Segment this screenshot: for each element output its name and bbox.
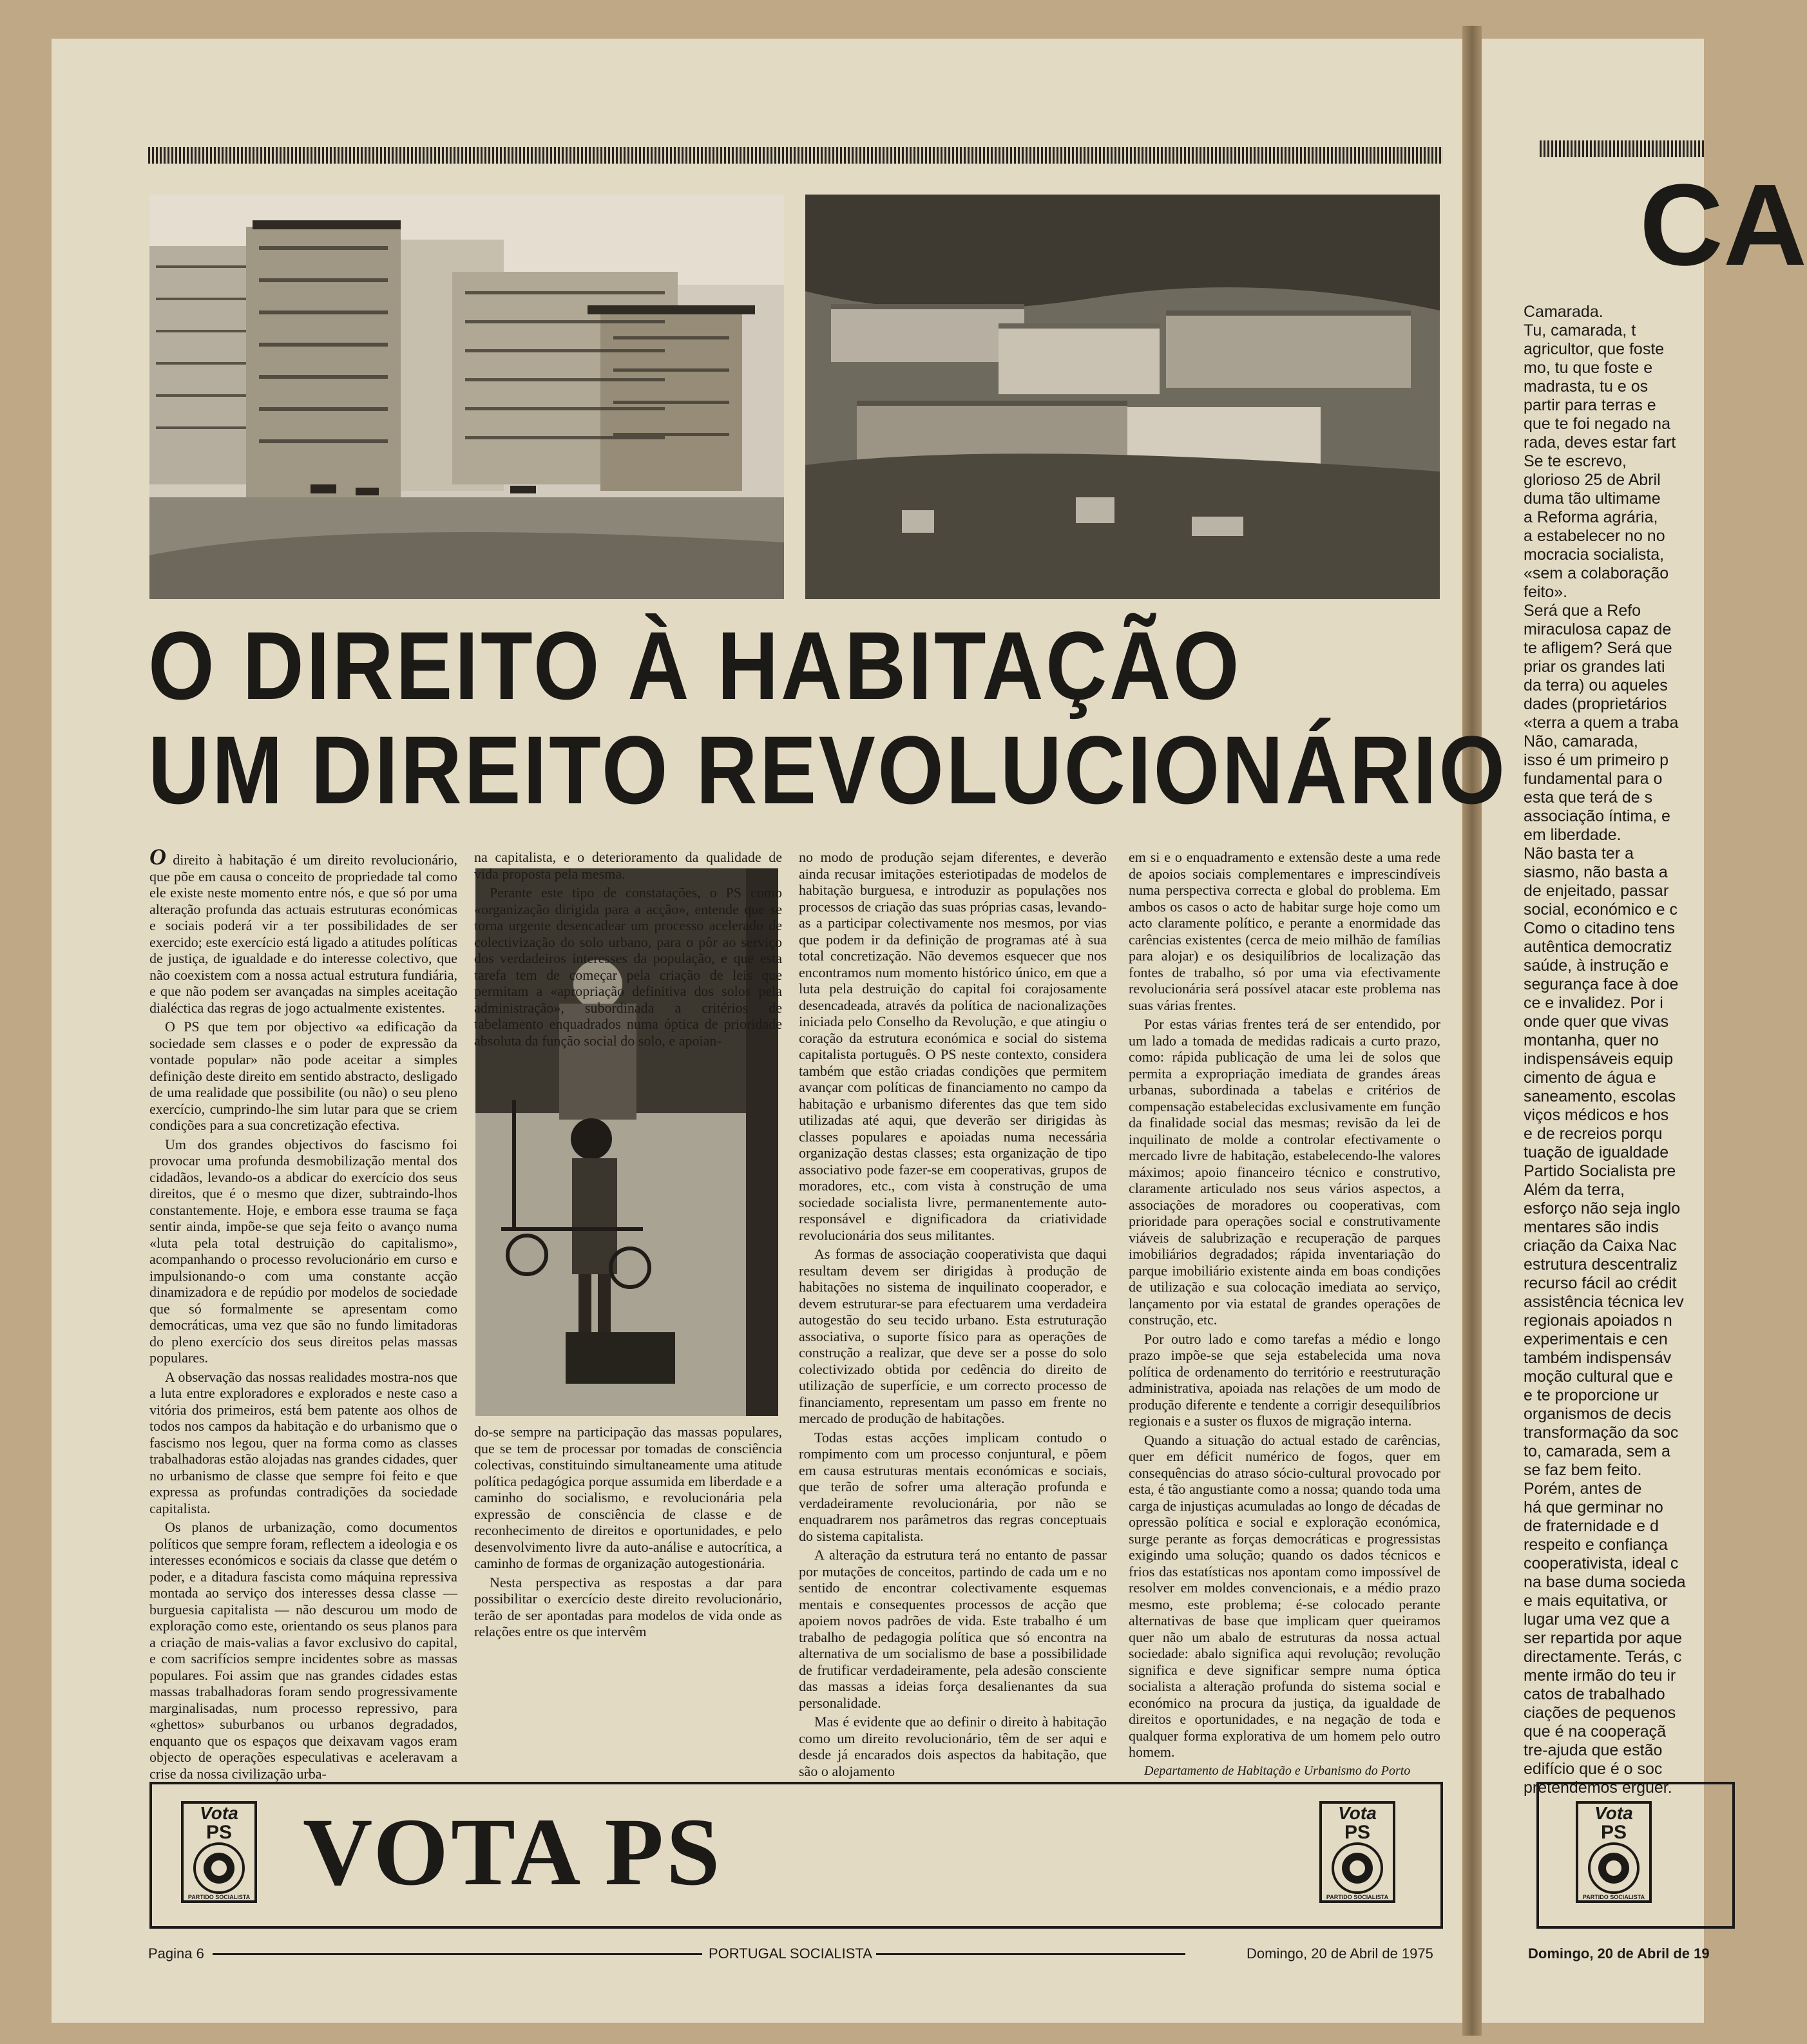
paragraph: na capitalista, e o deterioramento da qualidade de vida proposta pela mesma. [474, 849, 782, 882]
logo-vota-label: Vota [200, 1803, 238, 1823]
right-issue-date: Domingo, 20 de Abril de 19 [1528, 1945, 1710, 1962]
paragraph: A observação das nossas realidades mostra-nos que a luta entre exploradores e explorados e neste caso a vitória dos primeiros, está bem patente aos olhos de todos nos campos da habitação e do urbanismo que o fascismo nos legou, quer na forma como as classes trabalhadoras estão alojadas nas grandes cidades, quer no urbanismo de classe que sempre foi feito e que expressa as profundas contradições da sociedade capitalista. [149, 1368, 457, 1516]
right-page-line: em liberdade. [1524, 826, 1621, 844]
right-page-line: social, económico e c [1524, 901, 1678, 919]
right-page-line: a Reforma agrária, [1524, 508, 1658, 526]
right-page-line: regionais apoiados n [1524, 1312, 1672, 1330]
right-page-line: que é na cooperaçã [1524, 1723, 1667, 1741]
paragraph: do-se sempre na participação das massas populares, que se tem de processar por tomadas de consciência colectivas, constituindo simultaneamente uma atitude política pedagógica porque assumida em liberdade e a caminho do socialismo, e revolucionária pela expressão de consciência de classe e de reconhecimento de direitos e oportunidades, e pelo desenvolvimento livre da auto-análise e autocrítica, a caminho de formas de organização autogestionária. [474, 1424, 782, 1571]
page-gutter [1462, 26, 1482, 2036]
right-page-line: ser repartida por aque [1524, 1629, 1682, 1647]
paragraph: direito à habitação é um direito revolucionário, que põe em causa o conceito de propriedade tal como ele existe neste momento entre nós, e que só por uma alteração profunda das actuais estruturas económicas e sociais poderá vir a ter possibilidades de ser exercido; este exercício está ligado a atitudes políticas de justiça, de igualdade e do interesse colectivo, que não coexistem com a nossa actual estrutura fundiária, e que não podem ser avançadas na simples aceitação dialéctica das regras de jogo actualmente existentes. [149, 852, 457, 1016]
right-page-line: «terra a quem a traba [1524, 714, 1679, 732]
photo-housing-blocks [149, 195, 784, 599]
right-page-line: saúde, à instrução e [1524, 957, 1669, 975]
right-page-line: tuação de igualdade [1524, 1143, 1669, 1161]
right-page-line: criação da Caixa Nac [1524, 1237, 1677, 1255]
logo-ring-label: PARTIDO SOCIALISTA [187, 1894, 251, 1900]
right-page-line: mentares são indis [1524, 1218, 1659, 1236]
logo-ps-label: PS [1344, 1822, 1371, 1843]
paragraph: Quando a situação do actual estado de carências, quer em déficit numérico de fogos, quer em consequências do atraso sócio-cultural provocado por esta, é tão angustiante como a nossa; quando toda uma carga de injustiças acumuladas ao longo de décadas de opressão política e social e exploração económica, surge perante as forças democráticas e progressistas exigindo uma solução; quando os dados técnicos e frios das estatísticas nos apontam como impossível de resolver em moldes convencionais, e a médio prazo mesmo, este problema; é-se colocado perante alternativas de base que implicam quer queiramos quer não um abalo de estruturas da nossa actual sociedade: abalo significa aqui revolução; revolução significa e deve significar sempre numa óptica socialista a alteração profunda do sistema social e económico na procura da justiça, da igualdade de direitos e oportunidades, e na negação de toda e qualquer forma explorativa de um homem pelo outro homem. [1129, 1431, 1440, 1760]
top-rule [148, 147, 1443, 164]
paragraph: Um dos grandes objectivos do fascismo foi provocar uma profunda desmobilização mental dos cidadãos, levando-os a abdicar do exercício dos seus direitos, que é o mesmo que dizer, subtraindo-lhos constantemente. Hoje, e embora esse trauma se faça sentir ainda, impõe-se que seja feito o avanço numa «luta pela total destruição do capitalismo», acompanhando o processo revolucionário em curso e impulsionando-o com uma constante acção dinamizadora e de repúdio por modelos de sociedade que só formalmente se apresentam como democráticas, uma vez que são no fundo limitadoras do pleno exercício dos seus direitos pelas massas populares. [149, 1136, 457, 1366]
logo-vota-label: Vota [1594, 1803, 1633, 1823]
right-page-line: esta que terá de s [1524, 788, 1653, 807]
logo-ps-label: PS [1600, 1822, 1627, 1843]
right-page-line: ce e invalidez. Por i [1524, 994, 1663, 1012]
right-page-line: transformação da soc [1524, 1424, 1679, 1442]
right-page-line: duma tão ultimame [1524, 490, 1661, 508]
article-column-3 [799, 849, 1107, 1779]
right-page-line: respeito e confiança [1524, 1536, 1668, 1554]
right-page-line: mocracia socialista, [1524, 546, 1665, 564]
right-page-line: saneamento, escolas [1524, 1087, 1676, 1105]
right-page-line: fundamental para o [1524, 770, 1663, 788]
right-page-line: te afligem? Será que [1524, 639, 1672, 657]
right-page-line: edifício que é o soc [1524, 1760, 1663, 1778]
paragraph: Por outro lado e como tarefas a médio e longo prazo impõe-se que seja estabelecida uma nova política de ordenamento do território e reestruturação administrativa, apoiada nas relações de um modo de produção diferente e tendente a corrigir desequilíbrios regionais e a suster os fluxos de migração interna. [1129, 1330, 1440, 1429]
paragraph: As formas de associação cooperativista que daqui resultam devem ser dirigidas à produção de habitações no sistema de inquilinato cooperador, e devem estruturar-se para efectuarem uma verdadeira autogestão do seu tecido urbano. Esta estruturação associativa, o suporte físico para as operações de construção a realizar, que deve ser a posse do solo colectivizado obtida por cedência do direito de utilização de superfície, e um correcto processo de financiamento, representam um passo em frente no mercado de produção de habitações. [799, 1246, 1107, 1426]
right-page-line: ciações de pequenos [1524, 1704, 1676, 1722]
right-page-line: Camarada. [1524, 303, 1603, 321]
right-page-line: na base duma socieda [1524, 1573, 1686, 1591]
right-page-line: e te proporcione ur [1524, 1386, 1659, 1404]
right-page-line: siasmo, não basta a [1524, 863, 1668, 881]
right-page-line: montanha, quer no [1524, 1031, 1659, 1049]
ps-logo-icon [177, 1797, 261, 1910]
right-page-line: Como o citadino tens [1524, 919, 1675, 937]
right-page-line: assistência técnica lev [1524, 1293, 1684, 1311]
top-rule-right [1540, 140, 1704, 157]
right-page-line: catos de trabalhado [1524, 1685, 1665, 1703]
right-page-line: cooperativista, ideal c [1524, 1554, 1679, 1572]
right-page-line: da terra) ou aqueles [1524, 676, 1668, 694]
article-column-4 [1129, 849, 1440, 1778]
right-page-line: mo, tu que foste e [1524, 359, 1653, 377]
right-page-line: Será que a Refo [1524, 602, 1641, 620]
issue-date: Domingo, 20 de Abril de 1975 [1247, 1945, 1433, 1962]
paragraph: Perante este tipo de constatações, o PS como «organização dirigida para a acção», entende que se torna urgente desencadear um processo acelerado de colectivização do solo urbano, para o pôr ao serviço dos verdadeiros interesses da população, e que esta tarefa tem de começar pela criação de leis que permitam a «apropriação definitiva dos solos pela administração», subordinada a critérios de tabelamento enquadrados numa óptica de prioridade absoluta da função social do solo, e apoian- [474, 884, 782, 1049]
right-page-line: partir para terras e [1524, 396, 1656, 414]
right-page-line: organismos de decis [1524, 1405, 1672, 1423]
right-page-line: de fraternidade e d [1524, 1517, 1659, 1535]
right-page-line: tre-ajuda que estão [1524, 1741, 1663, 1759]
right-page-line: estrutura descentraliz [1524, 1256, 1678, 1274]
logo-vota-label: Vota [1338, 1803, 1377, 1823]
right-page-line: se faz bem feito. [1524, 1461, 1642, 1479]
right-page-line: agricultor, que foste [1524, 340, 1665, 358]
paragraph: em si e o enquadramento e extensão deste a uma rede de apoios sociais complementares e imprescindíveis numa perspectiva correcta e global do problema. Em ambos os casos o acto de habitar surge hoje como um acto claramente político, e perante a enormidade das carências existentes (cerca de meio milhão de famílias para alojar) e os desiquilíbrios de localização das fontes de trabalho, só por uma via efectivamente revolucionária será possível atacar este problema nas suas várias frentes. [1129, 849, 1440, 1013]
paragraph: O PS que tem por objectivo «a edificação da sociedade sem classes e o poder de expressão da vontade popular» não pode aceitar a simples definição deste direito em sentido abstracto, desligado de uma realidade que possibilite (ou não) o seu pleno exercício, cumprindo-lhe sim lutar para que se criem condições para a sua concretização efectiva. [149, 1018, 457, 1133]
right-page-line: e mais equitativa, or [1524, 1592, 1668, 1610]
right-page-line: recurso fácil ao crédit [1524, 1274, 1677, 1292]
dropcap: O [149, 844, 166, 870]
right-page-line: Além da terra, [1524, 1181, 1625, 1199]
right-page-line: Porém, antes de [1524, 1480, 1642, 1498]
right-page-title: CA [1640, 160, 1807, 290]
right-page-line: mente irmão do teu ir [1524, 1667, 1676, 1685]
right-page-line: há que germinar no [1524, 1498, 1663, 1516]
article-column-2-bottom [474, 1424, 782, 1767]
right-page-line: Tu, camarada, t [1524, 321, 1636, 339]
paragraph: Por estas várias frentes terá de ser entendido, por um lado a tomada de medidas radicais a curto prazo, como: rápida publicação de uma lei de solos que permita a expropriação imediata de grandes áreas urbanas, subordinada a tabelas e critérios de compensação estabelecidas exclusivamente em função da finalidade social das mesmas; revisão da lei de inquilinato de molde a controlar efectivamente o mercado livre de habitação, estabelecendo-lhe valores máximos; apoio financeiro técnico e construtivo, claramente articulado nos seus vários aspectos, a associações de moradores ou cooperativas, com prioridade para operações social e construtivamente viáveis de salubrização e recuperação de parques imobiliários degradados; rápida inventariação do parque imobiliário existente ainda em boas condições de utilização e sua colocação imediata ao serviço, lançamento por via estatal de grandes operações de construção, etc. [1129, 1016, 1440, 1328]
right-page-line: moção cultural que e [1524, 1368, 1674, 1386]
paragraph: Os planos de urbanização, como documentos políticos que sempre foram, reflectem a ideologia e os interesses económicos e sociais da classe que detém o poder, e a ditadura fascista como máquina repressiva montada ao serviço dos interesses dessa classe — burguesia capitalista — não descurou um modo de exploração como este, orientando os seus planos para a criação de mais-valias a favor exclusivo do capital, e com sacrifícios sempre incidentes sobre as massas populares. Foi assim que nas grandes cidades estas massas trabalhadoras foram sendo progressivamente marginalisadas, num processo repressivo, para «ghettos» suburbanos ou urbanos degradados, enquanto que os espaços que deixavam vagos eram objecto de operações especulativas e aceleravam a crise da nossa civilização urba- [149, 1519, 457, 1782]
paragraph: Nesta perspectiva as respostas a dar para possibilitar o exercício deste direito revolucionário, terão de ser apontadas para modelos de vida onde as relações entre os que intervêm [474, 1574, 782, 1639]
right-page-line: onde quer que vivas [1524, 1013, 1669, 1031]
right-page-line: indispensáveis equip [1524, 1050, 1674, 1068]
right-page-line: viços médicos e hos [1524, 1106, 1669, 1124]
article-column-1 [149, 844, 457, 1782]
headline-line1: O DIREITO À HABITAÇÃO [148, 611, 1242, 720]
right-page-line: isso é um primeiro p [1524, 751, 1669, 769]
right-page-line: segurança face à doe [1524, 975, 1679, 993]
right-page-line: dades (proprietários [1524, 695, 1667, 713]
paragraph: no modo de produção sejam diferentes, e deverão ainda recusar imitações esteriotipadas de modelos de habitação burguesa, e introduzir as populações nos processos de criação das suas próprias casas, levando-as a participar colectivamente nos mesmos, por vias que podem ir da definição de programas até à sua total concretização. Não devemos esquecer que nos encontramos num momento histórico único, em que a luta pela destruição do capital foi corajosamente desencadeada, através da política de nacionalizações iniciada pelo Conselho da Revolução, e que atingiu o coração da estrutura económica e social do sistema capitalista português. O PS neste contexto, considera também que estão criadas condições que permitem avançar com políticas de financiamento no campo da habitação e urbanismo diferentes das que tem sido utilizadas até aqui, que deverão ser dirigidas às classes populares e apoiadas numa necessária organização destas classes; esta organização de tipo associativo pode fazer-se em cooperativas, grupos de moradores, etc., com vista à construção de uma sociedade socialista livre, permanentemente auto-responsável e dignificadora da criatividade revolucionária dos seus militantes. [799, 849, 1107, 1243]
vota-ps-text: VOTA PS [303, 1799, 723, 1906]
right-page-line: rada, deves estar fart [1524, 434, 1676, 452]
newspaper-name: PORTUGAL SOCIALISTA [709, 1945, 872, 1962]
article-column-2-top [474, 849, 782, 1049]
right-page-line: Não, camarada, [1524, 732, 1638, 750]
right-page-line: glorioso 25 de Abril [1524, 471, 1661, 489]
right-page-column [1524, 303, 1704, 1797]
signature: Departamento de Habitação e Urbanismo do Porto [1144, 1763, 1411, 1778]
right-page-line: priar os grandes lati [1524, 658, 1665, 676]
right-page-line: associação íntima, e [1524, 807, 1670, 825]
footer-rule [213, 1953, 702, 1955]
right-page-line: de enjeitado, passar [1524, 882, 1669, 900]
right-page-line: madrasta, tu e os [1524, 377, 1649, 396]
right-page-line: cimento de água e [1524, 1069, 1656, 1087]
right-page-line: que te foi negado na [1524, 415, 1670, 433]
right-page-line: Se te escrevo, [1524, 452, 1627, 470]
right-page-line: Partido Socialista pre [1524, 1162, 1676, 1180]
ps-logo-icon [1315, 1797, 1399, 1910]
right-page-line: experimentais e cen [1524, 1330, 1668, 1348]
paragraph: Mas é evidente que ao definir o direito à habitação como um direito revolucionário, têm de ser aqui e desde já encarados dois aspectos da habitação, que são o alojamento [799, 1714, 1107, 1779]
logo-ring-label: PARTIDO SOCIALISTA [1582, 1894, 1645, 1900]
logo-ring-label: PARTIDO SOCIALISTA [1326, 1894, 1389, 1900]
paragraph: Todas estas acções implicam contudo o rompimento com um processo conjuntural, e põem em causa estruturas mentais económicas e sociais, que terão de sofrer uma alteração profunda e verdadeiramente revolucionária, por não se enquadrarem nos parâmetros das regras conceptuais do sistema capitalista. [799, 1429, 1107, 1544]
right-page-line: to, camarada, sem a [1524, 1442, 1670, 1460]
right-page-line: a estabelecer no no [1524, 527, 1665, 545]
right-page-line: Não basta ter a [1524, 845, 1634, 863]
right-page-line: directamente. Terás, c [1524, 1648, 1682, 1666]
paragraph: A alteração da estrutura terá no entanto de passar por mutações de conceitos, partindo de cada um e no sentido de encontrar colectivamente esquemas mentais e consequentes processos de acção que apoiem novos padrões de vida. Este trabalho é um trabalho de pedagogia política que só encontra na alternativa de um socialismo de base a possibilidade de frutificar verdadeiramente, pela adesão consciente das massas a ideias força desalienantes da sua personalidade. [799, 1547, 1107, 1711]
right-page-line: e de recreios porqu [1524, 1125, 1663, 1143]
right-page-line: esforço não seja inglo [1524, 1199, 1681, 1218]
right-page-line: pretendemos erguer. [1524, 1779, 1672, 1797]
right-page-line: feito». [1524, 583, 1568, 601]
footer-rule [876, 1953, 1185, 1955]
right-page-line: lugar uma vez que a [1524, 1610, 1670, 1629]
logo-ps-label: PS [206, 1822, 233, 1843]
right-page-line: também indispensáv [1524, 1349, 1672, 1367]
headline-line2: UM DIREITO REVOLUCIONÁRIO [148, 716, 1507, 824]
ps-logo-icon [1572, 1797, 1656, 1910]
photo-shantytown [805, 195, 1440, 599]
right-page-line: autêntica democratiz [1524, 938, 1672, 956]
right-page-line: miraculosa capaz de [1524, 620, 1672, 638]
page-number: Pagina 6 [148, 1945, 204, 1962]
right-page-line: «sem a colaboração [1524, 564, 1669, 582]
